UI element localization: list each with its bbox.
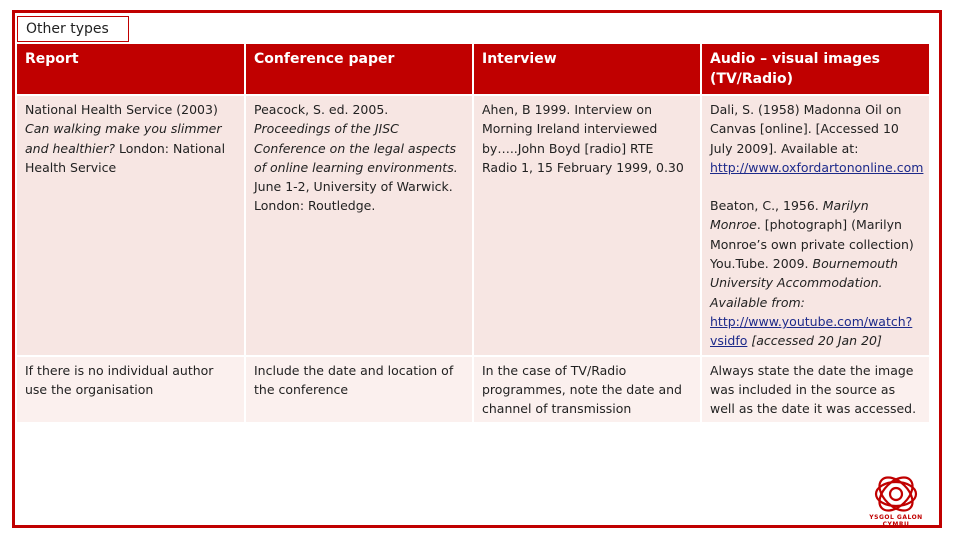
table-row-examples [17, 95, 929, 356]
oxford-art-link[interactable]: http://www.oxfordartononline.com [710, 159, 924, 175]
beaton-citation-details: . [photograph] (Marilyn Monroe’s own private collection) [710, 217, 914, 252]
column-header-conference-paper: Conference paper [245, 44, 473, 95]
spacer [710, 177, 921, 196]
youtube-citation-author: You.Tube. 2009. [710, 256, 813, 272]
dali-citation: Dali, S. (1958) Madonna Oil on Canvas [online]. [Accessed 10 July 2009]. Available at: [710, 102, 902, 156]
interview-example-cell: Ahen, B 1999. Interview on Morning Ireland interviewed by…..John Boyd [radio] RTE Radio 1, 15 February 1999, 0.30 [473, 95, 701, 356]
column-header-audio-visual: Audio – visual images (TV/Radio) [701, 44, 929, 95]
youtube-citation-accessed: [accessed 20 Jan 20] [747, 333, 882, 349]
conference-example-cell [245, 95, 473, 356]
beaton-citation-author: Beaton, C., 1956. [710, 198, 823, 214]
youtube-citation-title: Bournemouth University Accommodation. Available from: [710, 256, 898, 310]
beaton-citation-title: Marilyn Monroe [710, 198, 869, 233]
report-example-title: Can walking make you slimmer and healthier? [25, 121, 222, 156]
report-guidance-cell: If there is no individual author use the organisation [17, 356, 245, 423]
report-example-cell [17, 95, 245, 356]
conference-guidance-cell: Include the date and location of the conference [245, 356, 473, 423]
report-example-author: National Health Service (2003) [25, 102, 218, 117]
reference-types-table [17, 44, 929, 422]
column-header-report: Report [17, 44, 245, 95]
school-logo-text: YSGOL GALON CYMRU [869, 514, 923, 528]
audio-visual-guidance-cell: Always state the date the image was included in the source as well as the date it was accessed. [701, 356, 929, 423]
interview-guidance-cell: In the case of TV/Radio programmes, note the date and channel of transmission [473, 356, 701, 423]
slide-title: Other types [17, 16, 129, 42]
conference-example-details: June 1-2, University of Warwick. London: Routledge. [254, 179, 453, 214]
column-header-interview: Interview [473, 44, 701, 95]
report-example-publisher: London: National Health Service [25, 140, 226, 175]
table-header-row [17, 44, 929, 95]
conference-example-title: Proceedings of the JISC Conference on the legal aspects of online learning environments. [254, 121, 458, 175]
audio-visual-example-cell [701, 95, 929, 356]
youtube-link[interactable]: http://www.youtube.com/watch?vsidfo [710, 313, 913, 349]
table-row-guidance [17, 356, 929, 423]
conference-example-author: Peacock, S. ed. 2005. [254, 102, 389, 117]
